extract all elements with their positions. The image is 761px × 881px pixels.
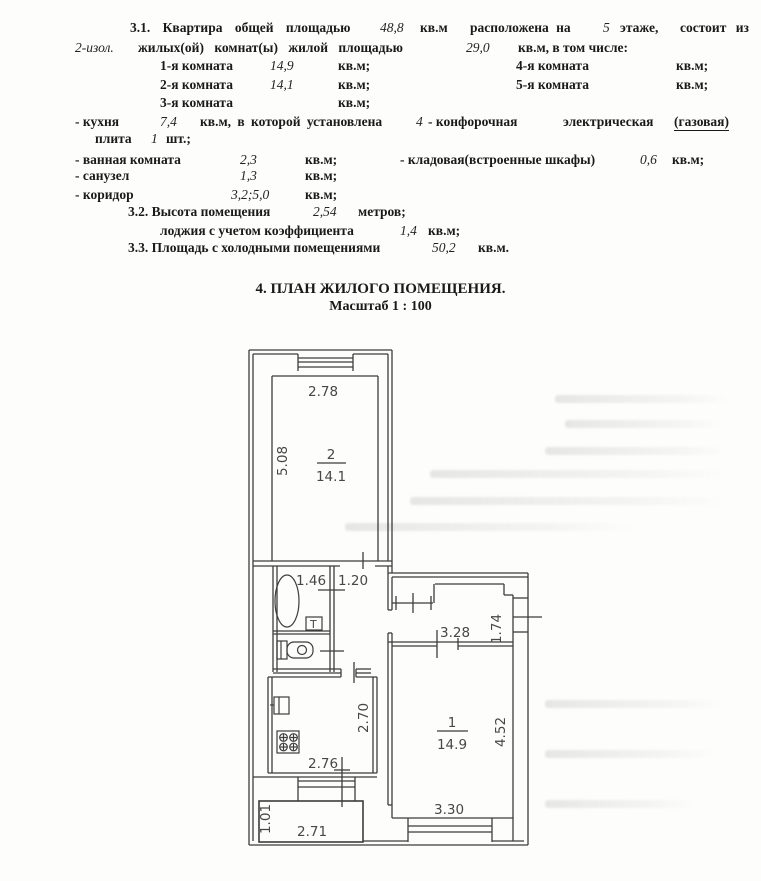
unit-cold-area: кв.м. [478, 240, 510, 255]
unit-loggia: кв.м; [428, 223, 461, 238]
value-room1-area: 14,9 [270, 58, 294, 73]
value-kitchen-area: 7,4 [160, 114, 177, 129]
unit-corridor: кв.м; [305, 187, 338, 202]
text-consists-of: состоит из [680, 20, 749, 35]
dim-corridor-length: 3.28 [440, 625, 471, 641]
label-cold-area: 3.3. Площадь с холодными помещениями [128, 240, 381, 255]
label-room2: 2-я комната [160, 77, 233, 92]
label-loggia: лоджия с учетом коэффициента [160, 223, 354, 238]
unit-room5: кв.м; [676, 77, 709, 92]
plan-dimension-labels [258, 384, 509, 840]
unit-wc: кв.м; [305, 168, 338, 183]
text-located-on: расположена на [470, 20, 571, 35]
value-room2-area: 14,1 [270, 77, 294, 92]
text-unit-sqm: кв.м [420, 20, 448, 35]
plan-scale: Масштаб 1 : 100 [329, 299, 432, 314]
unit-stove: шт.; [166, 131, 191, 146]
value-stove-count: 1 [151, 131, 158, 146]
toilet-bowl-symbol [287, 642, 313, 658]
room1-area: 14.9 [436, 737, 468, 753]
text-rooms-mid: жилых(ой) комнат(ы) жилой площадью [138, 40, 403, 55]
room2-area: 14.1 [315, 469, 347, 485]
value-cold-area: 50,2 [432, 240, 456, 255]
text-kitchen-mid: кв.м, в которой установлена [200, 114, 383, 129]
label-storage: - кладовая(встроенные шкафы) [400, 152, 596, 167]
unit-bath: кв.м; [305, 152, 338, 167]
label-bath: - ванная комната [75, 152, 181, 167]
unit-room1: кв.м; [338, 58, 371, 73]
label-wc: - санузел [75, 168, 130, 183]
room1-number: 1 [447, 715, 457, 731]
towel-dryer-letter: Т [310, 618, 317, 631]
value-wc-area: 1,3 [240, 168, 257, 183]
value-floor: 5 [603, 20, 610, 35]
dim-wc-width: 1.20 [338, 573, 369, 589]
plan-title: 4. ПЛАН ЖИЛОГО ПОМЕЩЕНИЯ. [255, 281, 506, 297]
room2-number: 2 [326, 447, 336, 463]
label-room1: 1-я комната [160, 58, 233, 73]
value-storage-area: 0,6 [640, 152, 657, 167]
value-loggia-area: 1,4 [400, 223, 417, 238]
text-rooms-tail: кв.м, в том числе: [518, 40, 629, 55]
plan-walls [249, 350, 542, 845]
value-bath-area: 2,3 [240, 152, 257, 167]
dim-room2-height: 5.08 [275, 445, 291, 477]
value-living-area: 29,0 [466, 40, 490, 55]
text-stove-type: - конфорочная [428, 114, 518, 129]
text-31-lead: 3.1. Квартира общей площадью [130, 20, 351, 35]
unit-height: метров; [358, 204, 406, 219]
text-gas-underlined: (газовая) [674, 114, 729, 129]
toilet-cistern-symbol [277, 641, 287, 659]
text-floor-word: этаже, [620, 20, 659, 35]
unit-room3: кв.м; [338, 95, 371, 110]
unit-room4: кв.м; [676, 58, 709, 73]
value-corridor-area: 3,2;5,0 [231, 187, 270, 202]
label-height: 3.2. Высота помещения [128, 204, 271, 219]
dim-room1-width: 3.30 [434, 802, 465, 818]
dim-kitchen-width: 2.76 [308, 756, 339, 772]
label-room3: 3-я комната [160, 95, 233, 110]
stove-symbol [277, 731, 299, 753]
unit-room2: кв.м; [338, 77, 371, 92]
label-room4: 4-я комната [516, 58, 589, 73]
label-kitchen: - кухня [75, 114, 120, 129]
dim-balcony-length: 2.71 [297, 824, 328, 840]
value-burners: 4 [416, 114, 423, 129]
label-corridor: - коридор [75, 187, 134, 202]
label-stove: плита [95, 131, 132, 146]
value-total-area: 48,8 [380, 20, 404, 35]
sink-symbol [274, 697, 289, 714]
label-room5: 5-я комната [516, 77, 589, 92]
dim-kitchen-height: 2.70 [356, 702, 372, 734]
dim-room2-width: 2.78 [308, 384, 339, 400]
dim-room1-height: 4.52 [493, 716, 509, 748]
dim-corridor-width: 1.74 [489, 613, 505, 645]
text-electric: электрическая [563, 114, 654, 129]
value-height: 2,54 [313, 204, 337, 219]
dim-bath-width: 1.46 [296, 573, 327, 589]
value-rooms-count: 2-изол. [75, 40, 114, 55]
dim-balcony-width: 1.01 [258, 803, 274, 835]
unit-storage: кв.м; [672, 152, 705, 167]
